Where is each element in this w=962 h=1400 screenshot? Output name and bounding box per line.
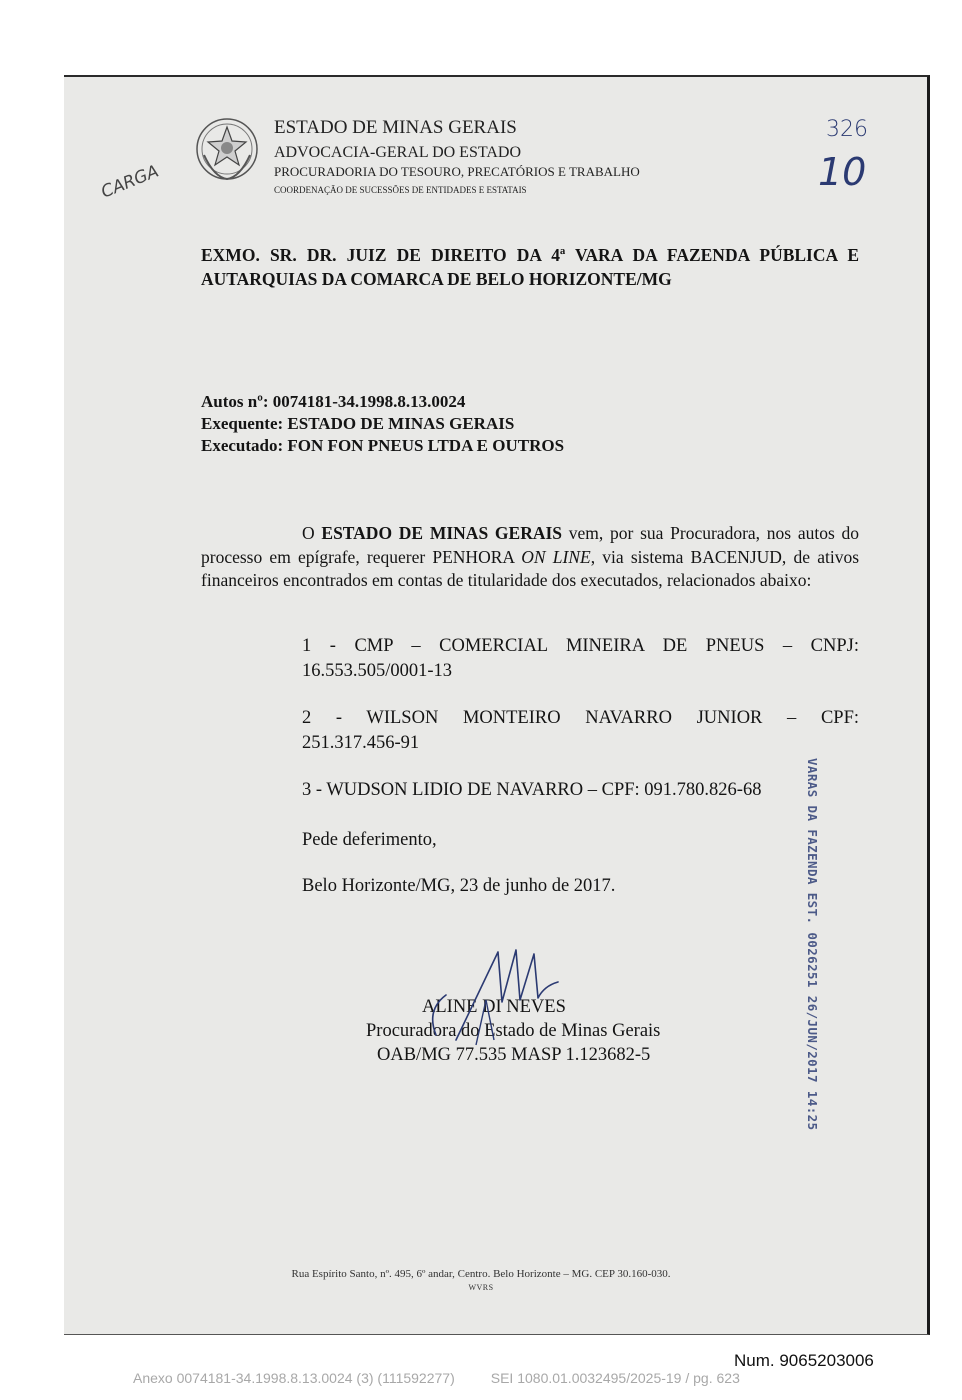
handwritten-margin-note: CARGA [98, 161, 162, 203]
list-item-text: 2 - WILSON MONTEIRO NAVARRO JUNIOR – CPF: [302, 708, 859, 728]
list-item [302, 634, 859, 684]
signatory-name: ALINE DI NEVES [422, 997, 566, 1017]
handwritten-initials: 10 [818, 150, 867, 194]
request-paragraph [201, 522, 859, 593]
attachment-footer [133, 1370, 740, 1386]
list-item [302, 706, 859, 756]
case-plaintiff [201, 413, 514, 435]
paragraph-text-1: vem, por sua Procuradora, nos autos do processo em epígrafe, requerer PENHORA [201, 523, 860, 567]
defendant-label: Executado: [201, 436, 284, 455]
header-coordination: COORDENAÇÃO DE SUCESSÕES DE ENTIDADES E ESTATAIS [274, 185, 527, 195]
header-state: ESTADO DE MINAS GERAIS [274, 117, 517, 138]
document-number: Num. 9065203006 [734, 1351, 874, 1370]
footer-code: WVRS [468, 1283, 494, 1292]
list-item: 3 - WUDSON LIDIO DE NAVARRO – CPF: 091.780.826-68 [302, 780, 762, 800]
paragraph-text-2: , via sistema BACENJUD, de ativos financeiros encontrados em contas de titularidade dos executados, relacionados abaixo: [201, 546, 860, 591]
attachment-reference: Anexo 0074181-34.1998.8.13.0024 (3) (111592277) [133, 1370, 455, 1386]
closing-request: Pede deferimento, [302, 830, 437, 850]
signatory-registration: OAB/MG 77.535 MASP 1.123682-5 [377, 1045, 651, 1065]
handwritten-page-number: 326 [826, 117, 868, 142]
protocol-stamp [760, 752, 870, 1131]
defendant-value: FON FON PNEUS LTDA E OUTROS [287, 436, 565, 455]
list-item-id: 251.317.456-91 [302, 733, 420, 753]
case-defendant [201, 435, 564, 457]
paragraph-subject: ESTADO DE MINAS GERAIS [321, 523, 563, 543]
plaintiff-label: Exequente: [201, 414, 284, 433]
case-number-value: 0074181-34.1998.8.13.0024 [272, 392, 466, 411]
footer-address: Rua Espírito Santo, nº. 495, 6º andar, Centro. Belo Horizonte – MG. CEP 30.160-030. [291, 1268, 671, 1280]
coat-of-arms-emblem [194, 115, 260, 183]
handwritten-signature [416, 940, 566, 1050]
list-item-text: 1 - CMP – COMERCIAL MINEIRA DE PNEUS – CNPJ: [302, 636, 859, 656]
place-and-date: Belo Horizonte/MG, 23 de junho de 2017. [302, 876, 616, 896]
paragraph-italic: ON LINE [521, 546, 591, 567]
case-number [201, 391, 465, 413]
plaintiff-value: ESTADO DE MINAS GERAIS [287, 414, 515, 433]
sei-reference: SEI 1080.01.0032495/2025-19 / pg. 623 [490, 1370, 740, 1386]
case-number-label: Autos nº: [201, 392, 269, 411]
addressee-line-1: EXMO. SR. DR. JUIZ DE DIREITO DA 4ª VARA DA FAZENDA PÚBLICA E [201, 245, 859, 265]
protocol-stamp-text: VARAS DA FAZENDA EST. 0026251 26/JUN/2017 14:25 [805, 758, 820, 1131]
addressee-line-2: AUTARQUIAS DA COMARCA DE BELO HORIZONTE/MG [201, 269, 672, 289]
header-agency: ADVOCACIA-GERAL DO ESTADO [274, 144, 521, 161]
header-department: PROCURADORIA DO TESOURO, PRECATÓRIOS E TRABALHO [274, 164, 640, 179]
list-item-id: 16.553.505/0001-13 [302, 661, 453, 681]
paragraph-article: O [302, 523, 315, 543]
signatory-role: Procuradora do Estado de Minas Gerais [366, 1021, 661, 1041]
